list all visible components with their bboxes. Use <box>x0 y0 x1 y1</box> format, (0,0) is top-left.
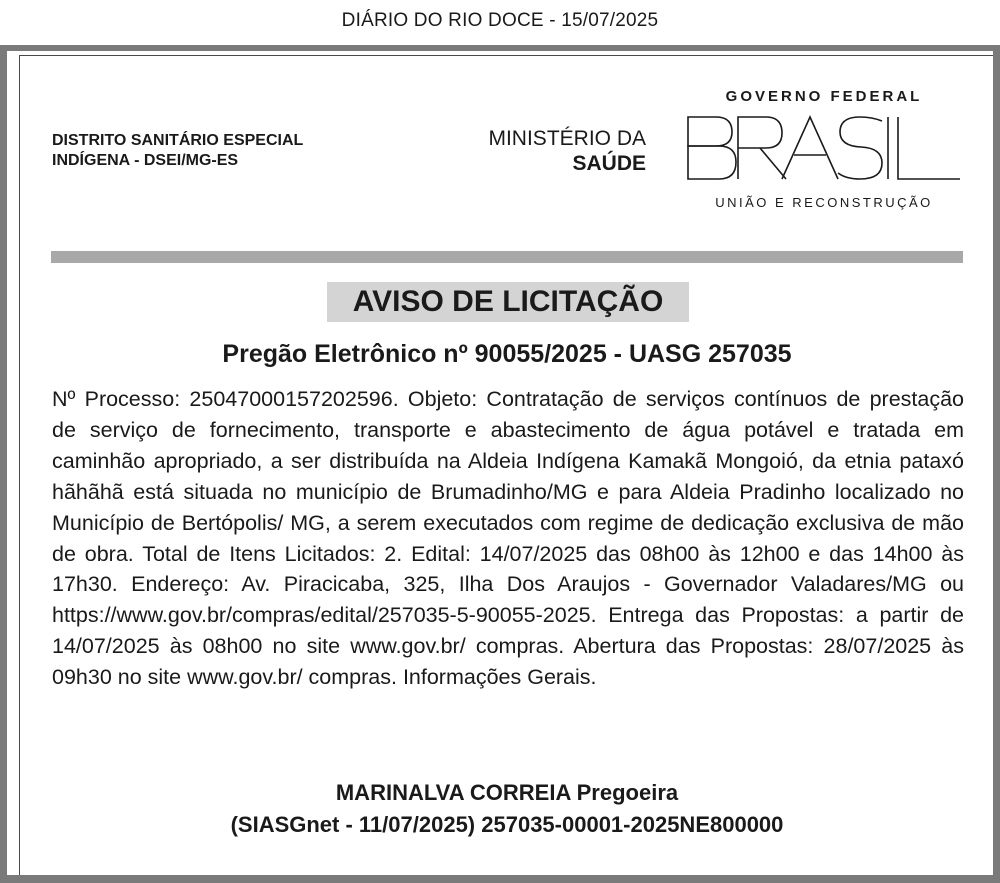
agency-name-line1: DISTRITO SANITÁRIO ESPECIAL <box>52 132 304 149</box>
notice-title: AVISO DE LICITAÇÃO <box>327 282 689 322</box>
ministry-name-line1: MINISTÉRIO DA <box>488 127 646 150</box>
government-logo-bottom-text: UNIÃO E RECONSTRUÇÃO <box>715 195 933 210</box>
notice-signature: MARINALVA CORREIA Pregoeira <box>335 780 679 805</box>
agency-name <box>52 131 303 171</box>
ministry-name-line2: SAÚDE <box>572 152 646 175</box>
ministry-name <box>480 126 646 176</box>
government-logo <box>684 88 964 216</box>
brasil-wordmark-icon <box>686 115 962 181</box>
notice-reference: (SIASGnet - 11/07/2025) 257035-00001-2025NE800000 <box>230 812 784 837</box>
notice-body: Nº Processo: 25047000157202596. Objeto: Contratação de serviços contínuos de prestação de serviço de fornecimento, transporte e abastecimento de água potável e tratada em caminhão apropriado, a ser distribuída na Aldeia Indígena Kamakã Mongoió, da etnia pataxó hãhãhã está situada no município de Brumadinho/MG e para Aldeia Pradinho localizado no Município de Bertópolis/ MG, a serem executados com regime de dedicação exclusiva de mão de obra. Total de Itens Licitados: 2. Edital: 14/07/2025 das 08h00 às 12h00 e das 14h00 às 17h30. Endereço: Av. Piracicaba, 325, Ilha Dos Araujos - Governador Valadares/MG ou https://www.gov.br/compras/edital/257035-5-90055-2025. Entrega das Propostas: a partir de 14/07/2025 às 08h00 no site www.gov.br/ compras. Abertura das Propostas: 28/07/2025 às 09h30 no site www.gov.br/ compras. Informações Gerais. <box>52 387 964 690</box>
agency-name-line2: INDÍGENA - DSEI/MG-ES <box>52 152 239 169</box>
government-logo-top-text: GOVERNO FEDERAL <box>725 88 923 105</box>
newspaper-header: DIÁRIO DO RIO DOCE - 15/07/2025 <box>341 10 659 31</box>
notice-subtitle: Pregão Eletrônico nº 90055/2025 - UASG 257035 <box>222 340 792 368</box>
section-divider <box>51 251 963 263</box>
